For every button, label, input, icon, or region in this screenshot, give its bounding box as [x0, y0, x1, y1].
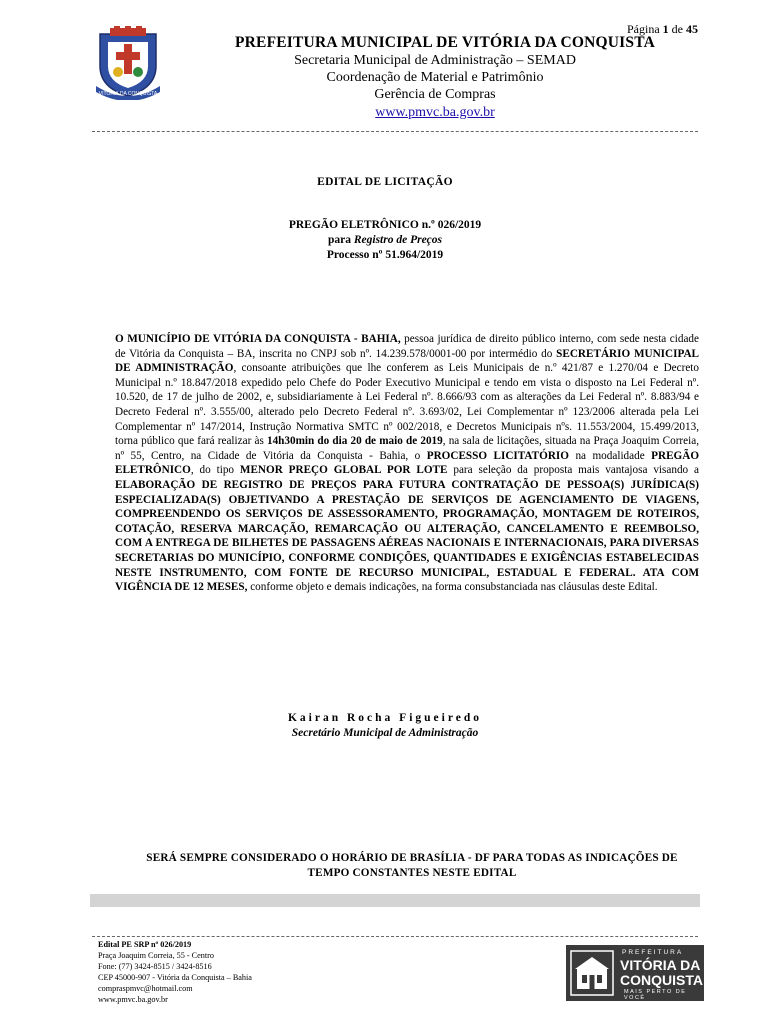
pregao-number: PREGÃO ELETRÔNICO n.º 026/2019 — [288, 219, 482, 231]
footer-phone: Fone: (77) 3424-8515 / 3424-8516 — [98, 962, 212, 971]
logo-tagline: MAIS PERTO DE VOCÊ — [624, 989, 687, 1001]
body-text-5: , do tipo — [190, 464, 240, 477]
header-divider — [92, 131, 698, 132]
body-text-6: para seleção da proposta mais vantajosa visando a — [447, 464, 699, 477]
body-text-7: conforme objeto e demais indicações, na forma consubstanciada nas cláusulas deste Edital. — [247, 581, 658, 594]
notice-line-1: SERÁ SEMPRE CONSIDERADO O HORÁRIO DE BRASÍLIA - DF PARA TODAS AS INDICAÇÕES DE — [146, 852, 678, 864]
footer-contact — [98, 939, 252, 1005]
crest-motto: VITÓRIA DA CONQUISTA — [98, 91, 158, 97]
body-text-1: pessoa jurídica de direito público interno, com sede nesta cidade de Vitória da Conquista – BA, inscrita no CNPJ sob nº. 14.239.578/0001-00 por intermédio do — [115, 333, 699, 360]
header-website-link[interactable]: www.pmvc.ba.gov.br — [375, 105, 495, 120]
header-coordenacao: Coordenação de Material e Patrimônio — [326, 70, 544, 85]
body-text-2: , consoante atribuições que lhe conferem as Leis Municipais de n.º 421/87 e 1.270/04 e Decreto Municipal n.º 18.847/2018 expedido pelo Chefe do Poder Executivo Municipal e tendo em vista o disposto na Lei Federal nº. 10.520, de 17 de julho de 2002, e, subsidiariamente à Lei Federal nº. 8.666/93 com as alterações da Lei Federal nº. 8.883/94 e Decreto Federal nº. 3.555/00, alterado pelo Decreto Federal nº. 3.693/02, Lei Complementar nº 123/2006 alterada pela Lei Complementar nº 147/2014, Instrução Normativa SMTC nº 002/2018, e Decretos Municipais nºs. 11.553/2004, 15.499/2013, torna público que fará realizar às — [115, 362, 699, 448]
signatory-name: Kairan Rocha Figueiredo — [287, 712, 482, 724]
body-bold-processo: PROCESSO LICITATÓRIO — [426, 449, 569, 462]
footer-edital-ref: Edital PE SRP nº 026/2019 — [98, 940, 192, 949]
body-bold-tipo: MENOR PREÇO GLOBAL POR LOTE — [239, 464, 448, 477]
body-bold-datetime: 14h30min do dia 20 de maio de 2019 — [266, 435, 443, 448]
registro-line — [0, 233, 770, 248]
page-label: Página — [627, 22, 660, 36]
body-text-4: na modalidade — [568, 449, 652, 462]
body-bold-modalidade: PREGÃO ELETRÔNICO — [115, 449, 700, 477]
footer-divider — [92, 936, 698, 937]
body-bold-municipio: O MUNICÍPIO DE VITÓRIA DA CONQUISTA - BAHIA, — [115, 333, 401, 345]
timezone-notice — [110, 851, 714, 881]
document-title: EDITAL DE LICITAÇÃO — [317, 176, 453, 188]
header-gerencia: Gerência de Compras — [374, 87, 496, 102]
signatory-role: Secretário Municipal de Administração — [291, 727, 479, 739]
body-bold-secretario: SECRETÁRIO MUNICIPAL DE ADMINISTRAÇÃO — [115, 347, 699, 375]
footer-site: www.pmvc.ba.gov.br — [98, 995, 168, 1004]
logo-prefeitura-text: PREFEITURA — [622, 949, 684, 956]
municipal-crest-icon — [94, 26, 162, 100]
registro-precos: Registro de Preços — [353, 234, 443, 246]
logo-vitoria-text: VITÓRIA DA — [620, 957, 701, 973]
edital-preamble — [115, 332, 699, 595]
logo-conquista-text: CONQUISTA — [620, 972, 703, 988]
body-text-3: , na sala de licitações, situada na Praça Joaquim Correia, nº 55, Centro, na Cidade de Vitória da Conquista - Bahia, o — [115, 435, 699, 462]
footer-email: compraspmvc@hotmail.com — [98, 984, 193, 993]
para-label: para — [327, 234, 351, 246]
city-emblem-icon — [569, 949, 615, 997]
header-title: PREFEITURA MUNICIPAL DE VITÓRIA DA CONQUISTA — [234, 34, 656, 51]
body-bold-objeto: ELABORAÇÃO DE REGISTRO DE PREÇOS PARA FUTURA CONTRATAÇÃO DE PESSOA(S) JURÍDICA(S) ESPECIALIZADA(S) OBJETIVANDO A PRESTAÇÃO DE SERVIÇOS DE AGENCIAMENTO DE VIAGENS, COMPREENDENDO OS SERVIÇOS DE ASSESSORAMENTO, PROGRAMAÇÃO, MONTAGEM DE ROTEIROS, COTAÇÃO, RESERVA MARCAÇÃO, REMARCAÇÃO OU ALTERAÇÃO, CANCELAMENTO E REEMBOLSO, COM A ENTREGA DE BILHETES DE PASSAGENS AÉREAS NACIONAIS E INTERNACIONAIS, PARA DIVERSAS SECRETARIAS DO MUNICÍPIO, CONFORME CONDIÇÕES, QUANTIDADES E EXIGÊNCIAS ESTABELECIDAS NESTE INSTRUMENTO, COM FONTE DE RECURSO MUNICIPAL, ESTADUAL E FEDERAL. ATA COM VIGÊNCIA DE 12 MESES, — [115, 478, 699, 594]
footer-cep: CEP 45000-907 - Vitória da Conquista – Bahia — [98, 973, 252, 982]
processo-number: Processo nº 51.964/2019 — [326, 249, 444, 261]
page-current: 1 — [662, 22, 669, 36]
signature-block — [0, 712, 770, 739]
page-of-label: de — [671, 22, 683, 36]
prefeitura-logo — [566, 945, 704, 1001]
pregao-block — [0, 218, 770, 263]
header — [200, 34, 670, 121]
footer-address: Praça Joaquim Correia, 55 - Centro — [98, 951, 214, 960]
footer-grey-bar — [90, 894, 700, 907]
header-secretaria: Secretaria Municipal de Administração – SEMAD — [294, 53, 576, 68]
notice-line-2: TEMPO CONSTANTES NESTE EDITAL — [307, 867, 517, 879]
page-total: 45 — [686, 22, 698, 36]
